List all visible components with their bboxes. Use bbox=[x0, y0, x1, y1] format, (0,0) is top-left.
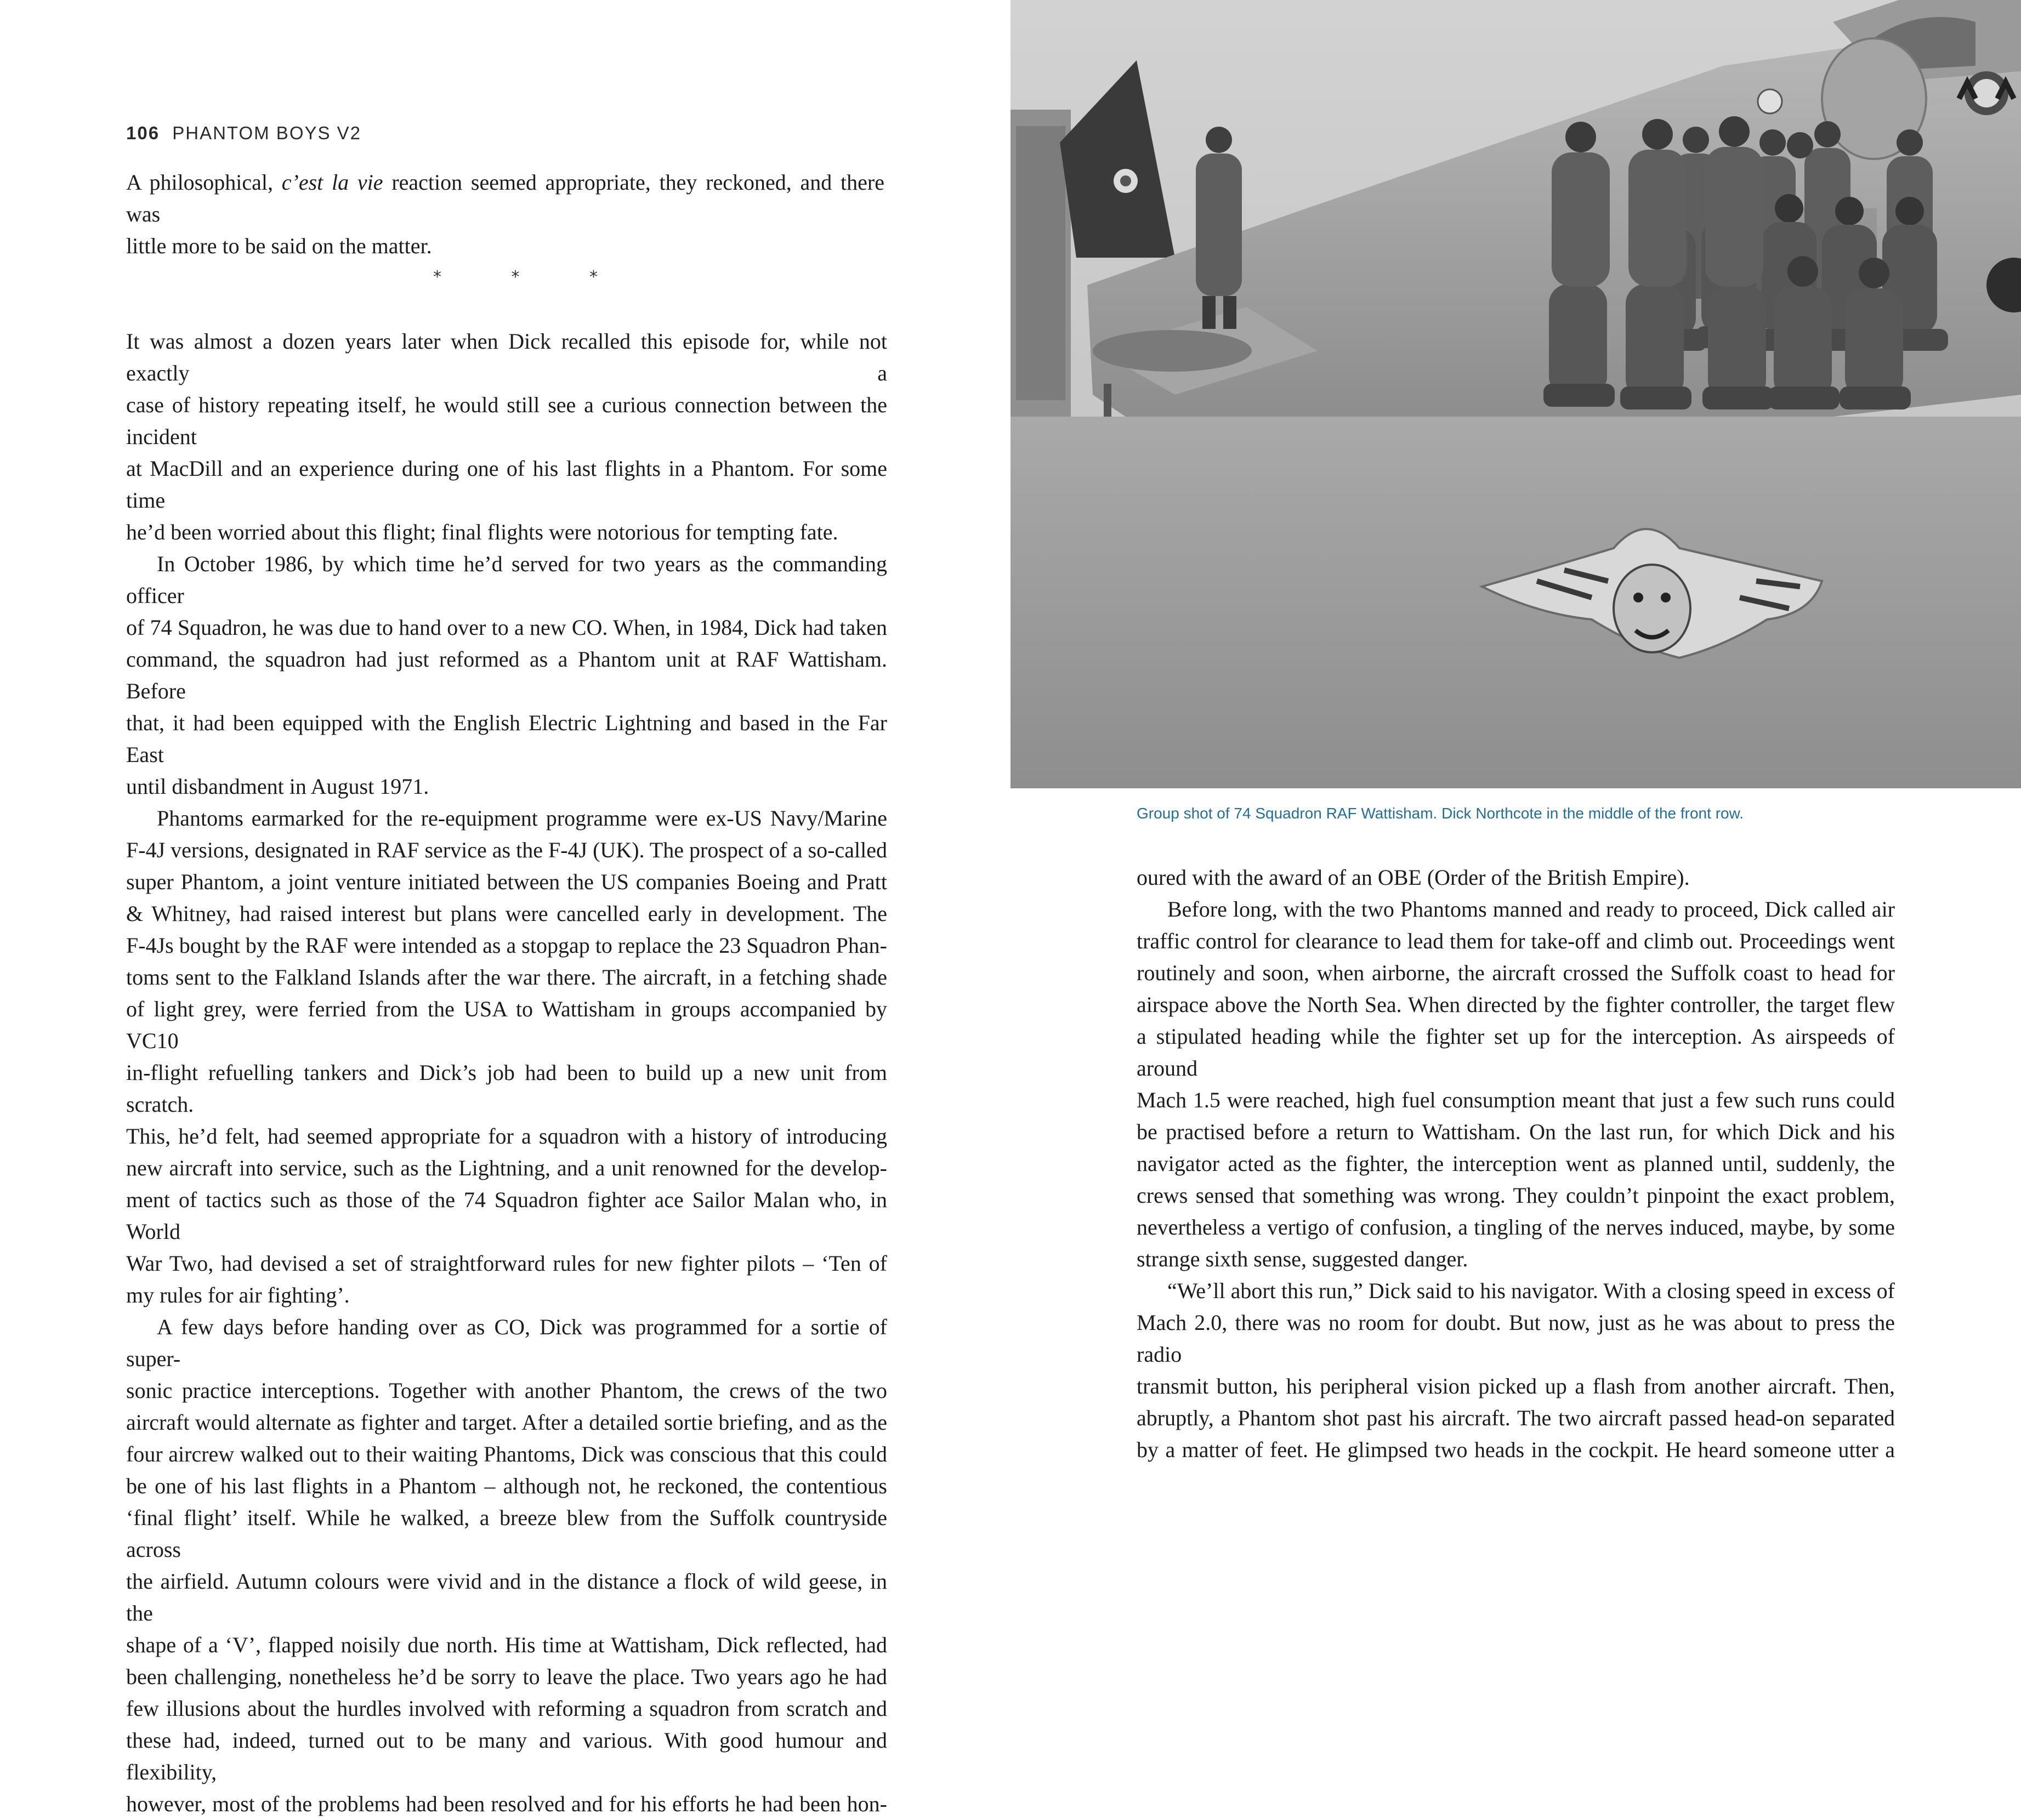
section-break bbox=[433, 268, 598, 287]
text-line: crews sensed that something was wrong. They couldn’t pinpoint the exact problem, bbox=[1137, 1183, 1895, 1208]
text-line: command, the squadron had just reformed as a Phantom unit at RAF Wattisham. Before bbox=[126, 647, 887, 703]
left-page bbox=[0, 0, 1010, 1816]
text-line: War Two, had devised a set of straightforward rules for new fighter pilots – ‘Ten of bbox=[126, 1251, 887, 1276]
text-line: new aircraft into service, such as the Lightning, and a unit renowned for the develop- bbox=[126, 1156, 887, 1180]
text-line: Mach 1.5 were reached, high fuel consumption meant that just a few such runs could bbox=[1137, 1088, 1895, 1112]
asterisk: * bbox=[589, 268, 598, 287]
text-line: the airfield. Autumn colours were vivid and in the distance a flock of wild geese, in the bbox=[126, 1569, 887, 1625]
text-line: case of history repeating itself, he would still see a curious connection between the incident bbox=[126, 393, 887, 449]
text-line: at MacDill and an experience during one of his last flights in a Phantom. For some time bbox=[126, 456, 887, 513]
text-line: shape of a ‘V’, flapped noisily due north. His time at Wattisham, Dick reflected, had bbox=[126, 1633, 887, 1657]
text-line: four aircrew walked out to their waiting Phantoms, Dick was conscious that this could bbox=[126, 1442, 887, 1466]
text-line: ment of tactics such as those of the 74 Squadron fighter ace Sailor Malan who, in World bbox=[126, 1187, 887, 1244]
text-line: a stipulated heading while the fighter set up for the interception. As airspeeds of around bbox=[1137, 1024, 1895, 1080]
text-line: This, he’d felt, had seemed appropriate for a squadron with a history of introducing bbox=[126, 1124, 887, 1148]
text-line: of 74 Squadron, he was due to hand over to a new CO. When, in 1984, Dick had taken bbox=[126, 615, 887, 640]
text-line: by a matter of feet. He glimpsed two heads in the cockpit. He heard someone utter a bbox=[1137, 1437, 1895, 1462]
text-line: little more to be said on the matter. bbox=[126, 234, 432, 258]
text-line: It was almost a dozen years later when Dick recalled this episode for, while not exactly a bbox=[126, 329, 887, 385]
opening-paragraph bbox=[126, 167, 884, 262]
text-line: traffic control for clearance to lead them for take-off and climb out. Proceedings went bbox=[1137, 929, 1895, 953]
text-line: Phantoms earmarked for the re-equipment programme were ex-US Navy/Marine bbox=[157, 806, 887, 831]
asterisk: * bbox=[511, 268, 520, 287]
text-line: been challenging, nonetheless he’d be sorry to leave the place. Two years ago he had bbox=[126, 1664, 887, 1689]
left-body-text bbox=[126, 326, 887, 1820]
photo-caption: Group shot of 74 Squadron RAF Wattisham. Dick Northcote in the middle of the front row. bbox=[1137, 805, 1744, 822]
text-line: airspace above the North Sea. When directed by the fighter controller, the target flew bbox=[1137, 992, 1895, 1017]
text-line: of light grey, were ferried from the USA to Wattisham in groups accompanied by VC10 bbox=[126, 997, 887, 1053]
squadron-group-photo bbox=[1010, 0, 2021, 788]
text-line: transmit button, his peripheral vision picked up a flash from another aircraft. Then, bbox=[1137, 1374, 1895, 1398]
text-line: aircraft would alternate as fighter and target. After a detailed sortie briefing, and as the bbox=[126, 1410, 887, 1435]
text-line: be one of his last flights in a Phantom – although not, he reckoned, the contentious bbox=[126, 1474, 887, 1498]
text-line: nevertheless a vertigo of confusion, a tingling of the nerves induced, maybe, by some bbox=[1137, 1215, 1895, 1239]
text-line: Mach 2.0, there was no room for doubt. But now, just as he was about to press the radio bbox=[1137, 1310, 1895, 1367]
text-line: A few days before handing over as CO, Dick was programmed for a sortie of super- bbox=[126, 1315, 887, 1371]
italic-phrase: c’est la vie bbox=[281, 170, 383, 195]
text-line: In October 1986, by which time he’d served for two years as the commanding officer bbox=[126, 551, 887, 608]
text-line: Before long, with the two Phantoms manned and ready to proceed, Dick called air bbox=[1167, 897, 1895, 922]
text-line: & Whitney, had raised interest but plans were cancelled early in development. The bbox=[126, 901, 887, 926]
right-body-text bbox=[1137, 862, 1895, 1466]
text-line: strange sixth sense, suggested danger. bbox=[1137, 1247, 1468, 1271]
text-line: F-4Js bought by the RAF were intended as a stopgap to replace the 23 Squadron Phan- bbox=[126, 933, 887, 958]
running-head bbox=[126, 123, 361, 144]
asterisk: * bbox=[433, 268, 441, 287]
text-line: F-4J versions, designated in RAF service as the F-4J (UK). The prospect of a so-called bbox=[126, 838, 887, 862]
book-title: PHANTOM BOYS V2 bbox=[172, 123, 362, 143]
text-line: routinely and soon, when airborne, the aircraft crossed the Suffolk coast to head for bbox=[1137, 960, 1895, 985]
text-line: super Phantom, a joint venture initiated between the US companies Boeing and Pratt bbox=[126, 869, 887, 894]
text-line: sonic practice interceptions. Together with another Phantom, the crews of the two bbox=[126, 1378, 887, 1403]
text-line: navigator acted as the fighter, the interception went as planned until, suddenly, the bbox=[1137, 1151, 1895, 1176]
text-line: oured with the award of an OBE (Order of the British Empire). bbox=[1137, 865, 1690, 890]
text-line: however, most of the problems had been resolved and for his efforts he had been hon- bbox=[126, 1791, 887, 1816]
text-line: ‘final flight’ itself. While he walked, a breeze blew from the Suffolk countryside across bbox=[126, 1505, 887, 1562]
text-line: be practised before a return to Wattisham. On the last run, for which Dick and his bbox=[1137, 1119, 1895, 1144]
text-line: in-flight refuelling tankers and Dick’s job had been to build up a new unit from scratch. bbox=[126, 1060, 887, 1117]
text-line: abruptly, a Phantom shot past his aircraft. The two aircraft passed head-on separated bbox=[1137, 1406, 1895, 1430]
text-line: these had, indeed, turned out to be many and various. With good humour and flexibility, bbox=[126, 1728, 887, 1784]
text-line: my rules for air fighting’. bbox=[126, 1283, 350, 1307]
text-line: few illusions about the hurdles involved with reforming a squadron from scratch and bbox=[126, 1696, 887, 1721]
text-line: toms sent to the Falkland Islands after the war there. The aircraft, in a fetching shade bbox=[126, 965, 887, 989]
text-line: until disbandment in August 1971. bbox=[126, 774, 429, 799]
text-line: that, it had been equipped with the English Electric Lightning and based in the Far East bbox=[126, 710, 887, 767]
text-line: A philosophical, c’est la vie reaction seemed appropriate, they reckoned, and there was bbox=[126, 170, 884, 226]
page-number: 106 bbox=[126, 123, 160, 143]
text-line: “We’ll abort this run,” Dick said to his navigator. With a closing speed in excess of bbox=[1167, 1278, 1895, 1303]
text-line: he’d been worried about this flight; final flights were notorious for tempting fate. bbox=[126, 520, 838, 544]
